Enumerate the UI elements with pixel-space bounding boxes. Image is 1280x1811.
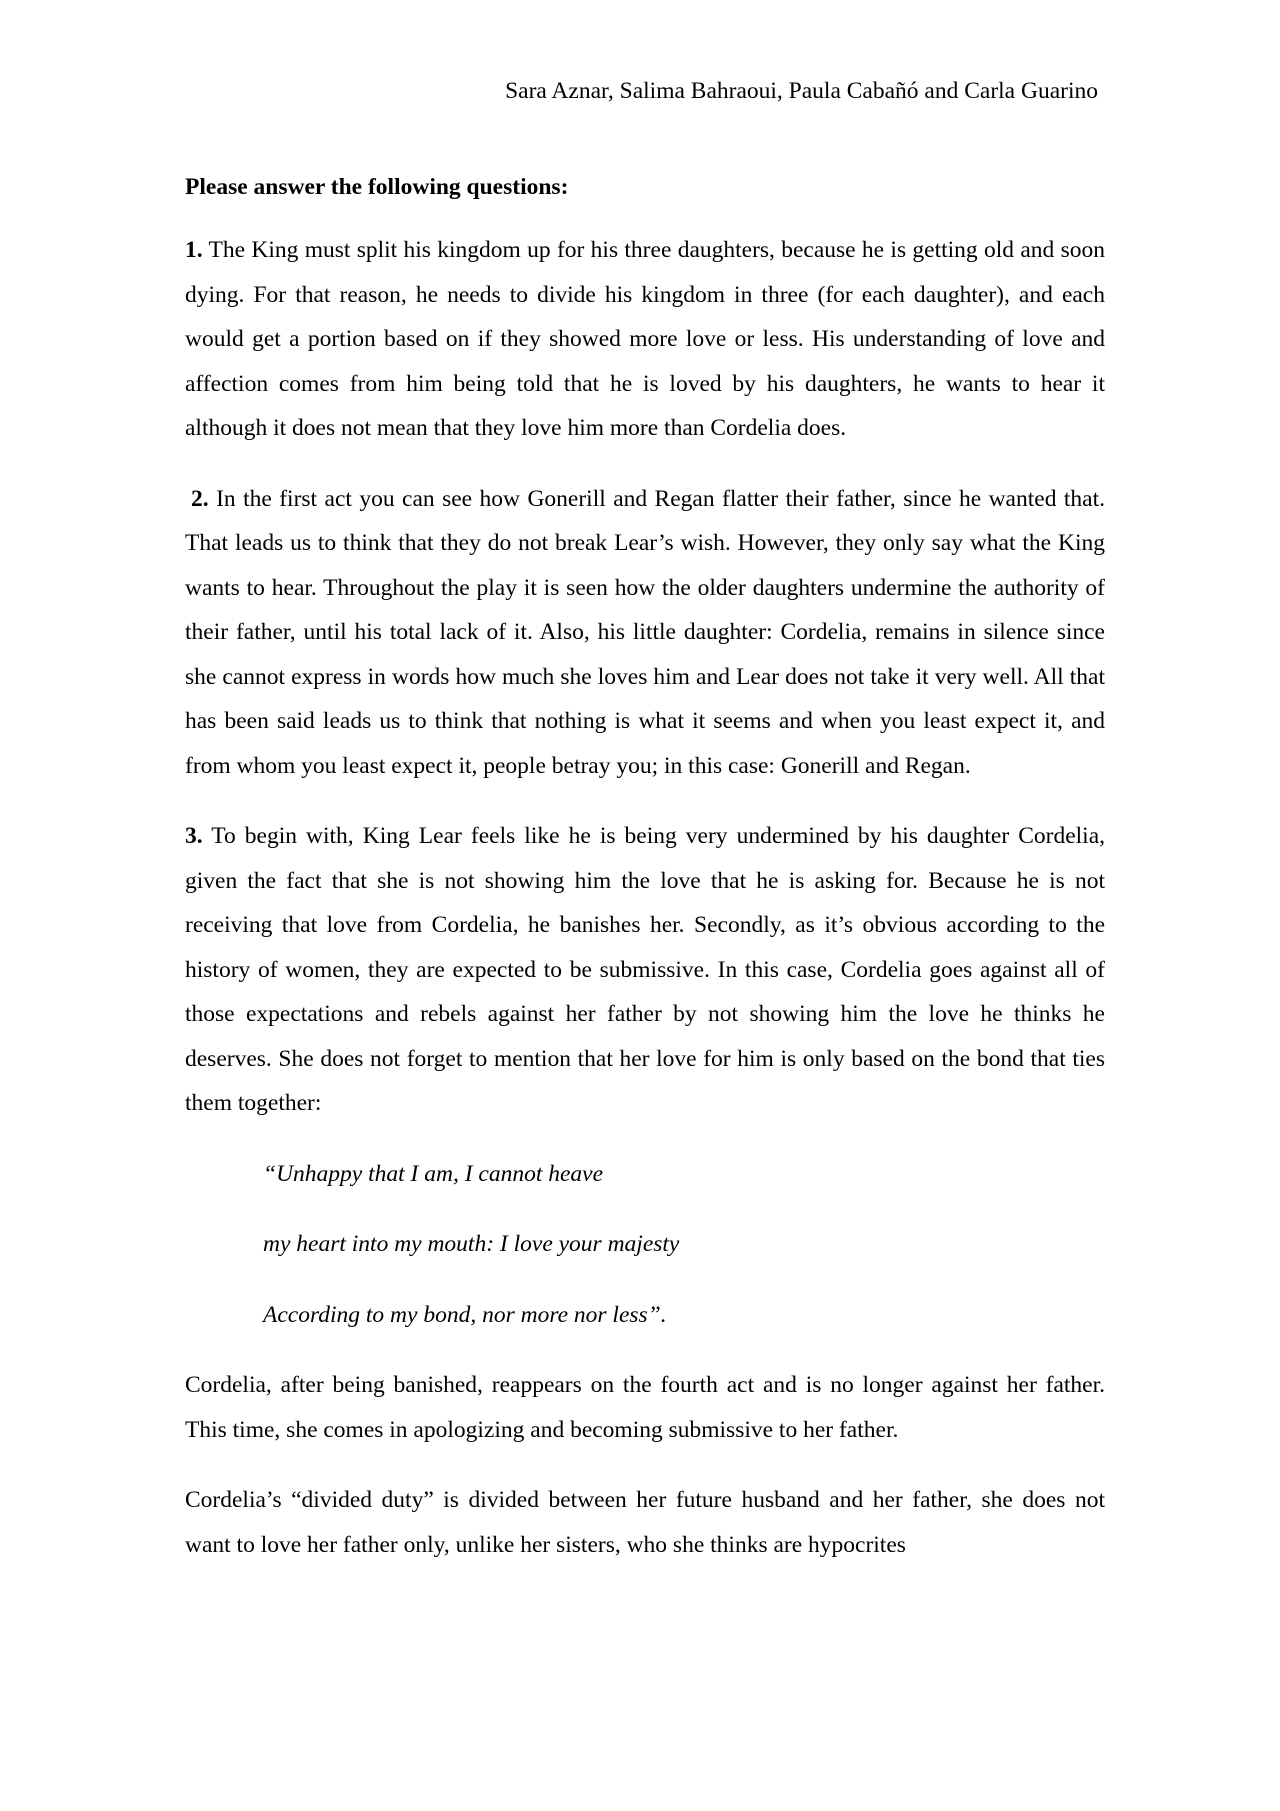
paragraph: Cordelia, after being banished, reappears on the fourth act and is no longer against her father. This time, she comes in apologizing and becoming submissive to her father. <box>185 1372 1105 1443</box>
answer-text: In the first act you can see how Gonerill and Regan flatter their father, since he wanted that. That leads us to think that they do not break Lear’s wish. However, they only say what the King wants to hear. Throughout the play it is seen how the older daughters undermine the authority of their father, until his total lack of it. Also, his little daughter: Cordelia, remains in silence since she cannot express in words how much she loves him and Lear does not take it very well. All that has been said leads us to think that nothing is what it seems and when you least expect it, and from whom you least expect it, people betray you; in this case: Gonerill and Regan. <box>185 485 1105 779</box>
document-body <box>185 172 1105 1593</box>
quote-line: my heart into my mouth: I love your majesty <box>263 1231 680 1257</box>
answer-number: 3. <box>185 823 203 849</box>
answer-2 <box>185 477 1105 789</box>
answer-3 <box>185 814 1105 1126</box>
quote-line: “Unhappy that I am, I cannot heave <box>263 1160 604 1187</box>
page-header-authors: Sara Aznar, Salima Bahraoui, Paula Cabañó and Carla Guarino <box>505 78 1098 104</box>
section-heading: Please answer the following questions: <box>185 174 569 200</box>
answer-number: 2. <box>191 485 209 512</box>
answer-text: The King must split his kingdom up for his three daughters, because he is getting old and soon dying. For that reason, he needs to divide his kingdom in three (for each daughter), and each would get a portion based on if they showed more love or less. His understanding of love and affection comes from him being told that he is loved by his daughters, he wants to hear it although it does not mean that they love him more than Cordelia does. <box>185 237 1105 441</box>
paragraph: Cordelia’s “divided duty” is divided between her future husband and her father, she does not want to love her father only, unlike her sisters, who she thinks are hypocrites <box>185 1487 1105 1558</box>
answer-1 <box>185 228 1105 451</box>
quote-line: According to my bond, nor more nor less”. <box>263 1301 667 1328</box>
answer-number: 1. <box>185 237 203 263</box>
answer-text: To begin with, King Lear feels like he is being very undermined by his daughter Cordelia, given the fact that she is not showing him the love that he is asking for. Because he is not receiving that love from Cordelia, he banishes her. Secondly, as it’s obvious according to the history of women, they are expected to be submissive. In this case, Cordelia goes against all of those expectations and rebels against her father by not showing him the love he thinks he deserves. She does not forget to mention that her love for him is only based on the bond that ties them together: <box>185 823 1105 1116</box>
